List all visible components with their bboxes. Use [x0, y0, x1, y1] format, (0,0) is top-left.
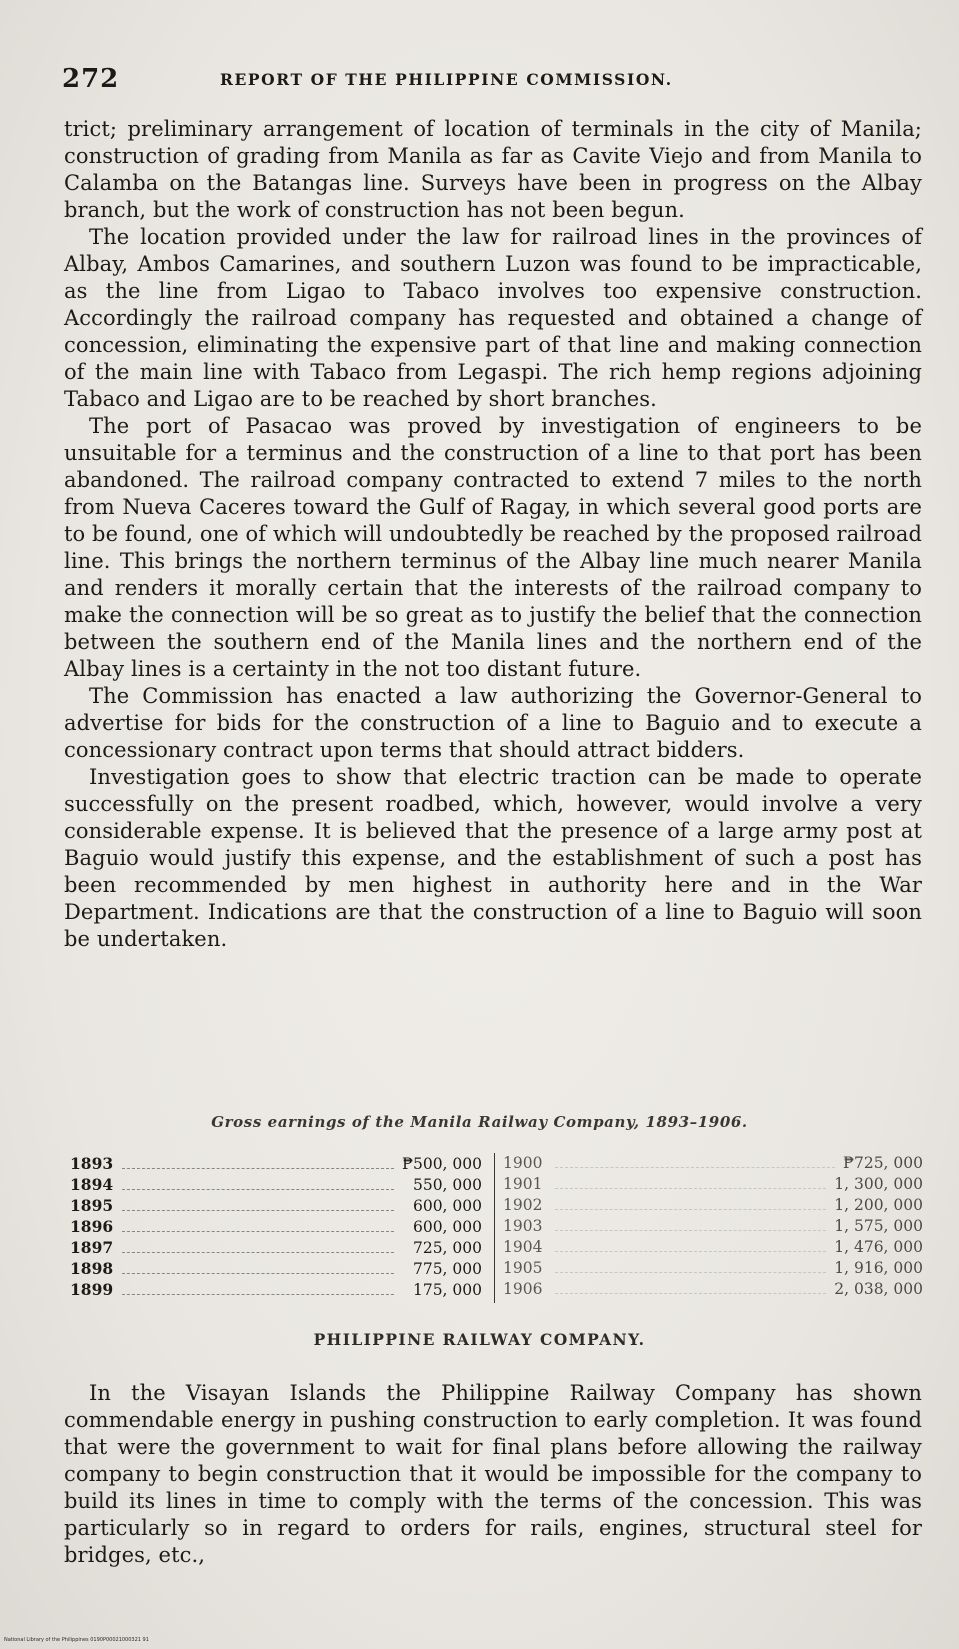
leader-dots: [122, 1230, 394, 1232]
year-cell: 1899: [70, 1280, 114, 1299]
table-row: [70, 1258, 488, 1279]
value-cell: 1, 575, 000: [834, 1217, 923, 1235]
leader-dots: [555, 1166, 835, 1168]
page-number: 272: [62, 64, 120, 94]
year-cell: 1894: [70, 1175, 114, 1194]
table-row: [495, 1258, 923, 1279]
year-cell: 1895: [70, 1196, 114, 1215]
table-row: [495, 1237, 923, 1258]
leader-dots: [555, 1292, 826, 1294]
table-row: [70, 1153, 488, 1174]
value-cell: 175, 000: [412, 1281, 482, 1299]
table-row: [70, 1279, 488, 1300]
table-row: [70, 1216, 488, 1237]
value-cell: 1, 200, 000: [834, 1196, 923, 1214]
paragraph: The Commission has enacted a law authorizing the Governor-General to advertise for bids for the construction of a line to Baguio and to execute a concessionary contract upon terms that should attract bidders.: [64, 684, 922, 762]
section-heading: PHILIPPINE RAILWAY COMPANY.: [313, 1330, 646, 1349]
earnings-column-right: [494, 1153, 923, 1303]
leader-dots: [555, 1271, 826, 1273]
scan-footer: National Library of the Philippines 0190P00021000321 91: [4, 1637, 149, 1643]
value-cell: 550, 000: [412, 1176, 482, 1194]
leader-dots: [555, 1208, 826, 1210]
leader-dots: [122, 1251, 394, 1253]
year-cell: 1897: [70, 1238, 114, 1257]
value-cell: 1, 916, 000: [834, 1259, 923, 1277]
paragraph: In the Visayan Islands the Philippine Railway Company has shown commendable energy in pushing construction to early completion. It was found that were the government to wait for final plans before allowing the railway company to begin construction that it would be impossible for the company to build its lines in time to comply with the terms of the concession. This was particularly so in regard to orders for rails, engines, structural steel for bridges, etc.,: [64, 1381, 922, 1567]
year-cell: 1902: [503, 1196, 543, 1214]
year-cell: 1905: [503, 1259, 543, 1277]
body-text: [64, 116, 922, 953]
table-row: [70, 1237, 488, 1258]
leader-dots: [122, 1272, 394, 1274]
table-caption: Gross earnings of the Manila Railway Company, 1893–1906.: [211, 1113, 748, 1131]
year-cell: 1898: [70, 1259, 114, 1278]
paragraph: The port of Pasacao was proved by investigation of engineers to be unsuitable for a terminus and the construction of a line to that port has been abandoned. The railroad company contracted to extend 7 miles to the north from Nueva Caceres toward the Gulf of Ragay, in which several good ports are to be found, one of which will undoubtedly be reached by the proposed railroad line. This brings the northern terminus of the Albay line much nearer Manila and renders it morally certain that the interests of the railroad company to make the connection will be so great as to justify the belief that the connection between the southern end of the Manila lines and the northern end of the Albay lines is a certainty in the not too distant future.: [64, 414, 922, 681]
value-cell: 1, 476, 000: [834, 1238, 923, 1256]
page-header: [62, 64, 922, 104]
value-cell: 775, 000: [412, 1260, 482, 1278]
year-cell: 1904: [503, 1238, 543, 1256]
table-row: [70, 1195, 488, 1216]
value-cell: 600, 000: [412, 1218, 482, 1236]
earnings-column-left: [70, 1153, 488, 1300]
value-cell: 2, 038, 000: [834, 1280, 923, 1298]
paragraph: The location provided under the law for railroad lines in the provinces of Albay, Ambos Camarines, and southern Luzon was found to be impracticable, as the line from Ligao to Tabaco involves too expensive construction. Accordingly the railroad company has requested and obtained a change of concession, eliminating the expensive part of that line and making connection of the main line with Tabaco from Legaspi. The rich hemp regions adjoining Tabaco and Ligao are to be reached by short branches.: [64, 225, 922, 411]
table-row: [495, 1216, 923, 1237]
leader-dots: [122, 1293, 394, 1295]
table-row: [70, 1174, 488, 1195]
table-row: [495, 1174, 923, 1195]
running-head: REPORT OF THE PHILIPPINE COMMISSION.: [220, 70, 673, 89]
body-text-lower: [64, 1380, 922, 1569]
year-cell: 1900: [503, 1154, 543, 1172]
value-cell: 725, 000: [412, 1239, 482, 1257]
year-cell: 1901: [503, 1175, 543, 1193]
leader-dots: [122, 1188, 394, 1190]
paragraph: Investigation goes to show that electric traction can be made to operate successfully on the present roadbed, which, however, would involve a very considerable expense. It is believed that the presence of a large army post at Baguio would justify this expense, and the establishment of such a post has been recommended by men highest in authority here and in the War Department. Indications are that the construction of a line to Baguio will soon be undertaken.: [64, 765, 922, 951]
value-cell: 600, 000: [412, 1197, 482, 1215]
table-row: [495, 1195, 923, 1216]
year-cell: 1896: [70, 1217, 114, 1236]
leader-dots: [555, 1187, 826, 1189]
value-cell: ₱500, 000: [402, 1155, 482, 1173]
paragraph: trict; preliminary arrangement of location of terminals in the city of Manila; construction of grading from Manila as far as Cavite Viejo and from Manila to Calamba on the Batangas line. Surveys have been in progress on the Albay branch, but the work of construction has not been begun.: [64, 117, 922, 222]
year-cell: 1893: [70, 1154, 114, 1173]
leader-dots: [555, 1229, 826, 1231]
year-cell: 1903: [503, 1217, 543, 1235]
leader-dots: [122, 1209, 394, 1211]
table-row: [495, 1279, 923, 1300]
value-cell: ₱725, 000: [843, 1154, 923, 1172]
leader-dots: [122, 1167, 394, 1169]
leader-dots: [555, 1250, 826, 1252]
value-cell: 1, 300, 000: [834, 1175, 923, 1193]
year-cell: 1906: [503, 1280, 543, 1298]
table-row: [495, 1153, 923, 1174]
